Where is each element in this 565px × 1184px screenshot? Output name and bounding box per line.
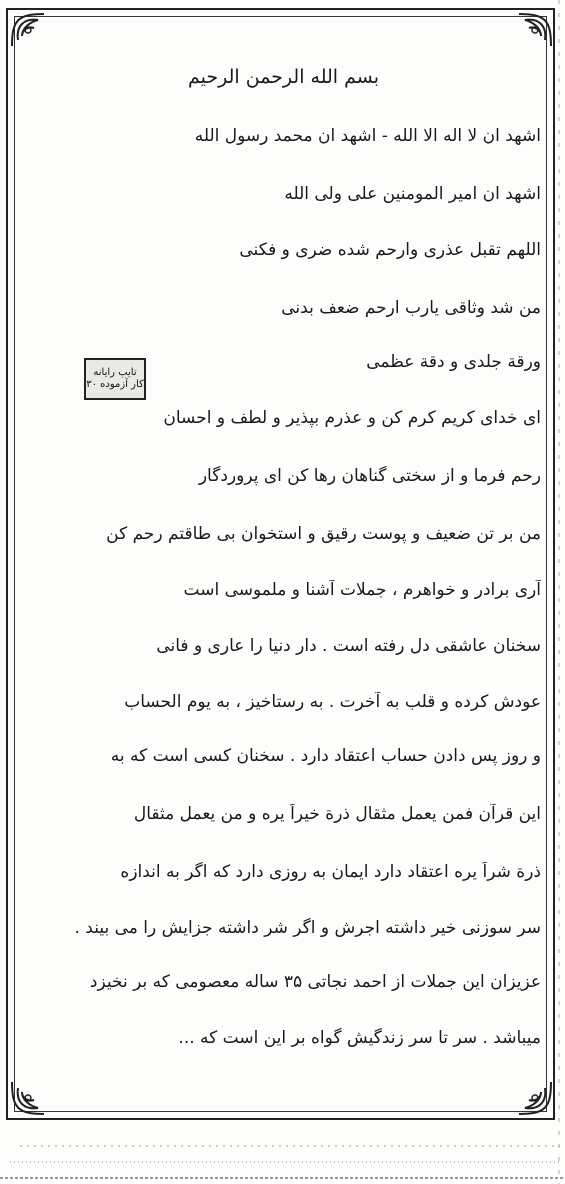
- stamp-line: کار آزموده ۳۰: [86, 379, 144, 390]
- text-line: ای خدای کریم کرم کن و عذرم بپذیر و لطف و احسان: [163, 408, 541, 428]
- handwritten-text: [26, 62, 541, 1062]
- text-line: اللهم تقبل عذری وارحم شده ضری و فکنی: [239, 240, 541, 260]
- text-line: اشهد ان لا اله الا الله - اشهد ان محمد رسول الله: [194, 126, 541, 146]
- scan-noise: [0, 1132, 565, 1184]
- text-line: ورقة جلدی و دقة عظمی: [366, 352, 541, 372]
- text-line: و روز پس دادن حساب اعتقاد دارد . سخنان کسی است که به: [110, 746, 541, 766]
- scroll-corner-icon: [515, 1078, 555, 1118]
- text-line: ذرة شراً یره اعتقاد دارد ایمان به روزی دارد که اگر به اندازه: [120, 862, 541, 882]
- text-line: عزیزان این جملات از احمد نجاتی ۳۵ ساله معصومی که بر نخیزد: [89, 972, 541, 992]
- text-line: میباشد . سر تا سر زندگیش گواه بر این است که ...: [178, 1028, 541, 1048]
- scroll-corner-icon: [8, 10, 48, 50]
- basmala-line: بسم الله الرحمن الرحیم: [188, 66, 379, 88]
- text-line: اشهد ان امیر المومنین علی ولی الله: [284, 184, 541, 204]
- typing-stamp: [84, 358, 146, 400]
- text-line: عودش کرده و قلب به آخرت . به رستاخیز ، به یوم الحساب: [124, 692, 541, 712]
- stamp-line: تایپ رایانه: [93, 367, 137, 378]
- text-line: سخنان عاشقی دل رفته است . دار دنیا را عاری و فانی: [156, 636, 541, 656]
- text-line: رحم فرما و از سختی گناهان رها کن ای پروردگار: [198, 466, 541, 486]
- text-line: من شد وثاقی یارب ارحم ضعف بدنی: [281, 298, 541, 318]
- scan-edge-noise: [555, 0, 565, 1184]
- scroll-corner-icon: [515, 10, 555, 50]
- text-line: این قرآن فمن یعمل مثقال ذرة خیراً یره و من یعمل مثقال: [133, 804, 541, 824]
- text-line: آری برادر و خواهرم ، جملات آشنا و ملموسی است: [183, 580, 541, 600]
- text-line: سر سوزنی خیر داشته اجرش و اگر شر داشته جزایش را می بیند .: [74, 918, 541, 938]
- text-line: من بر تن ضعیف و پوست رقیق و استخوان بی طاقتم رحم کن: [106, 524, 541, 544]
- scroll-corner-icon: [8, 1078, 48, 1118]
